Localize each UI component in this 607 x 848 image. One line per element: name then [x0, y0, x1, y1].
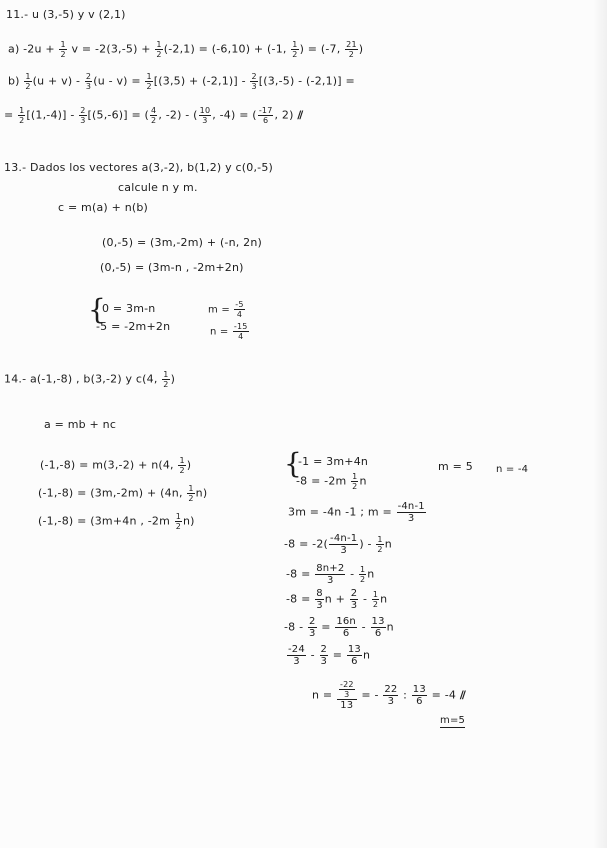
ex11-c-text1: = — [4, 108, 18, 122]
ex14-header — [4, 370, 175, 389]
ex13-header — [4, 161, 273, 175]
ex14-sys1 — [298, 455, 368, 469]
ex14-step3 — [38, 512, 195, 531]
fraction: $\frac{13}{6}$ — [347, 644, 361, 667]
ex13-sys2 — [96, 320, 170, 334]
ex14-step3-text: (-1,-8) = (3m+4n , -2m — [38, 514, 174, 528]
m-label: m = — [208, 304, 234, 316]
ex13-step1 — [102, 236, 262, 250]
ex14-header-text: 14.- a(-1,-8) , b(3,-2) y c(4, — [4, 372, 162, 386]
ex11-b-text4: [(3,5) + (-2,1)] - — [153, 74, 250, 88]
ex14-work7-result: = -4 — [427, 688, 457, 702]
fraction: $\frac{1}{2}$ — [163, 370, 169, 389]
fraction: $\frac{-15}{4}$ — [233, 322, 248, 341]
fraction: $\frac{2}{3}$ — [308, 616, 316, 639]
ex14-work2-minus: ) - — [359, 537, 376, 551]
page-edge-shadow — [593, 0, 607, 848]
ex14-work5-n: n — [386, 620, 394, 634]
ex14-work5-text: -8 - — [284, 620, 307, 634]
fraction: $\frac{16n}{6}$ — [336, 616, 356, 639]
ex13-n-value — [210, 322, 250, 341]
ex14-work3-text: -8 = — [286, 567, 315, 581]
ex11-c-text5: , -4) = ( — [212, 108, 257, 122]
end-mark: // — [297, 108, 302, 122]
ex14-step1 — [40, 456, 191, 475]
ex14-step2 — [38, 484, 207, 503]
ex14-step1-text: (-1,-8) = m(3,-2) + n(4, — [40, 458, 178, 472]
ex14-result-n — [496, 463, 528, 477]
fraction: $\frac{1}{2}$ — [175, 512, 181, 531]
ex14-header-close: ) — [170, 372, 176, 386]
ex14-work4-minus: - — [359, 592, 371, 606]
fraction: $\frac{1}{2}$ — [188, 484, 194, 503]
fraction: $\frac{1}{2}$ — [352, 472, 358, 491]
ex11-a-text5: ) — [358, 42, 364, 56]
fraction: $\frac{13}{6}$ — [412, 684, 426, 707]
ex14-work7-text: n = — [312, 688, 336, 702]
ex13-m-value — [208, 300, 246, 319]
ex14-sys1-text: -1 = 3m+4n — [298, 455, 369, 468]
ex11-b-text3: (u - v) = — [93, 74, 145, 88]
ex11-a-text3: (-2,1) = (-6,10) + (-1, — [163, 42, 291, 56]
fraction: $\frac{1}{2}$ — [360, 565, 366, 584]
final-answer: m=5 — [440, 715, 466, 726]
ex14-work6-eq: = — [329, 648, 346, 662]
ex14-work6 — [286, 644, 370, 667]
system-brace: { — [88, 293, 106, 326]
ex14-sys2-n: n — [359, 474, 367, 488]
ex13-step2-text: (0,-5) = (3m-n , -2m+2n) — [100, 261, 244, 274]
ex11-header-text: 11.- u (3,-5) y v (2,1) — [6, 8, 126, 21]
fraction: $\frac{2}{3}$ — [350, 588, 358, 611]
ex13-statement: 13.- Dados los vectores a(3,-2), b(1,2) y c(0,-5) — [4, 161, 274, 174]
ex14-work5 — [284, 616, 394, 639]
fraction: $\frac{1}{2}$ — [19, 106, 25, 125]
ex11-part-b-cont — [4, 106, 301, 125]
ex11-c-text2: [(1,-4)] - — [26, 108, 79, 122]
system-brace: { — [284, 447, 302, 480]
ex14-final — [440, 714, 465, 728]
fraction: $\frac{2}{3}$ — [85, 72, 92, 91]
fraction: $\frac{1}{2}$ — [292, 40, 298, 59]
ex11-b-text5: [(3,-5) - (-2,1)] = — [258, 74, 355, 88]
ex14-sys2-text: -8 = -2m — [296, 474, 351, 488]
end-mark: // — [459, 688, 464, 702]
fraction: $\frac{2}{3}$ — [80, 106, 86, 125]
fraction: $\frac{1}{2}$ — [377, 535, 383, 554]
ex14-work1-text: 3m = -4n -1 ; m = — [288, 505, 396, 519]
ex11-a-text4: ) = (-7, — [299, 42, 345, 56]
ex11-b-text1: b) — [8, 74, 24, 88]
ex13-sys1 — [102, 302, 155, 316]
fraction: $\frac{13}{6}$ — [371, 616, 385, 639]
fraction: $\frac{-24}{3}$ — [288, 644, 305, 667]
fraction: $\frac{2}{3}$ — [251, 72, 257, 91]
ex11-c-text3: [(5,-6)] = ( — [87, 108, 150, 122]
ex14-work6-n: n — [363, 648, 371, 662]
ex13-equation-text: c = m(a) + n(b) — [58, 201, 149, 214]
ex11-a-text2: v = -2(3,-5) + — [67, 42, 155, 56]
ex11-part-b — [8, 72, 355, 91]
ex14-work4-plus: n + — [324, 592, 349, 606]
fraction: $\frac{21}{2}$ — [346, 40, 357, 59]
ex14-work3-minus: - — [346, 567, 358, 581]
fraction: $\frac{22}{3}$ — [384, 684, 398, 707]
ex13-equation — [58, 201, 148, 215]
fraction: $\frac{1}{2}$ — [156, 40, 162, 59]
fraction: $\frac{1}{2}$ — [146, 72, 152, 91]
ex13-step2 — [100, 261, 244, 275]
fraction: $\frac{1}{2}$ — [372, 590, 379, 609]
ex14-work2-text: -8 = -2( — [284, 537, 329, 551]
ex14-work3-n: n — [367, 567, 375, 581]
fraction: $\frac{-4n-1}{3}$ — [330, 533, 358, 556]
ex14-work4 — [286, 588, 387, 611]
fraction: $\frac{-17}{6}$ — [258, 106, 273, 125]
ex14-work5-eq: = — [317, 620, 335, 634]
ex13-step1-text: (0,-5) = (3m,-2m) + (-n, 2n) — [102, 236, 263, 249]
ex13-sys2-text: -5 = -2m+2n — [96, 320, 171, 333]
ex14-work4-n: n — [380, 592, 388, 606]
fraction: $\frac{1}{2}$ — [179, 456, 185, 475]
ex14-work6-minus: - — [306, 648, 319, 662]
fraction: $\frac{-4n-1}{3}$ — [397, 501, 425, 524]
ex14-step1-close: ) — [186, 458, 192, 472]
fraction: $\frac{\frac{-22}{3}}{13}$ — [337, 680, 357, 711]
ex11-c-text4: , -2) - ( — [158, 108, 198, 122]
ex14-equation — [44, 418, 116, 432]
result-m-text: m = 5 — [438, 460, 473, 473]
ex11-b-text2: (u + v) - — [32, 74, 84, 88]
ex14-work7 — [312, 680, 464, 711]
ex11-a-text1: a) -2u + — [8, 42, 59, 56]
fraction: $\frac{-22}{3}$ — [339, 680, 354, 699]
ex14-result-m — [438, 460, 473, 474]
ex14-work1 — [288, 501, 427, 524]
ex14-work7-eq: = - — [357, 688, 383, 702]
fraction: $\frac{10}{3}$ — [199, 106, 211, 125]
ex14-sys2 — [296, 472, 367, 491]
fraction: $\frac{1}{2}$ — [60, 40, 66, 59]
ex14-work5-minus: - — [357, 620, 370, 634]
ex13-prompt — [118, 181, 198, 195]
n-label: n = — [210, 326, 232, 338]
ex14-work2-n: n — [384, 537, 392, 551]
fraction: $\frac{8n+2}{3}$ — [316, 563, 345, 586]
ex14-work4-text: -8 = — [286, 592, 315, 606]
ex14-work2 — [284, 533, 392, 556]
fraction: $\frac{1}{2}$ — [25, 72, 31, 91]
ex14-work3 — [286, 563, 374, 586]
ex14-equation-text: a = mb + nc — [44, 418, 117, 431]
result-n-text: n = -4 — [496, 464, 529, 475]
ex14-step3-close: n) — [182, 514, 195, 528]
fraction: $\frac{8}{3}$ — [316, 588, 323, 611]
ex13-prompt-text: calcule n y m. — [118, 181, 198, 194]
ex13-sys1-text: 0 = 3m-n — [102, 302, 156, 315]
fraction: $\frac{4}{2}$ — [151, 106, 157, 125]
ex14-work7-div: : — [399, 688, 411, 702]
ex14-step2-text: (-1,-8) = (3m,-2m) + (4n, — [38, 486, 187, 500]
ex11-header — [6, 8, 126, 22]
fraction: $\frac{-5}{4}$ — [235, 300, 244, 319]
ex11-c-text6: , 2) — [274, 108, 294, 122]
fraction: $\frac{2}{3}$ — [320, 644, 328, 667]
ex14-step2-close: n) — [195, 486, 208, 500]
ex11-part-a — [8, 40, 363, 59]
